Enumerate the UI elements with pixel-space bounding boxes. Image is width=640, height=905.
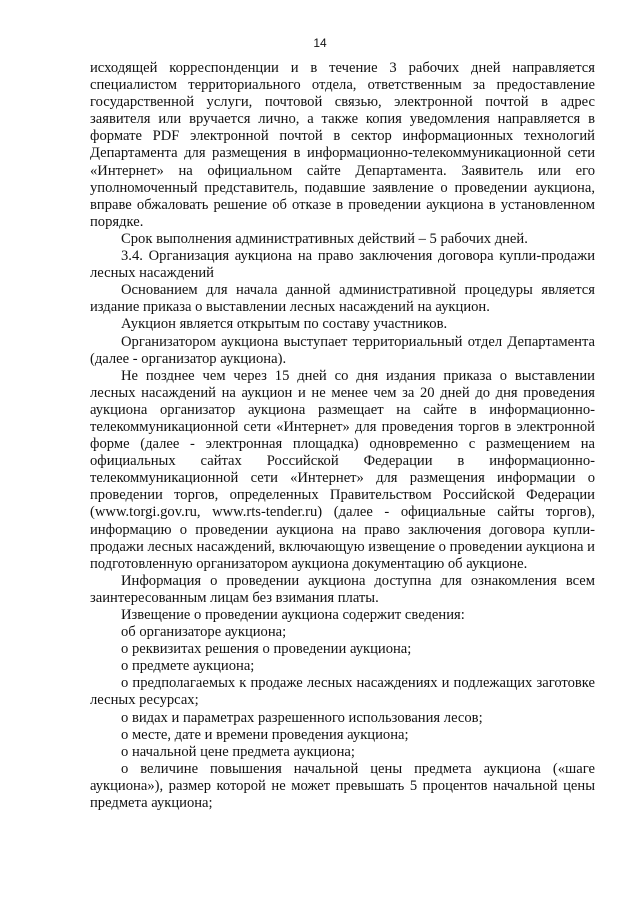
paragraph-basis: Основанием для начала данной административной процедуры является издание приказа о выставлении лесных насаждений на аукцион. xyxy=(90,282,595,316)
list-item-organizer: об организаторе аукциона; xyxy=(121,624,287,641)
list-item-initial-price: о начальной цене предмета аукциона; xyxy=(121,743,355,760)
paragraph-continuation: исходящей корреспонденции и в течение 3 рабочих дней направляется специалистом территориального отдела, ответственным за предоставление государственной услуги, почтовой связью, электронной почтой в адрес заявителя или вручается лично, а также копия уведомления направляется в формате PDF электронной почтой в сектор информационных технологий Департамента для размещения в информационно-телекоммуникационной сети «Интернет» на официальном сайте Департамента. Заявитель или его уполномоченный представитель, подавшие заявление о проведении аукциона, вправе обжаловать решение об отказе в проведении аукциона в установленном порядке. xyxy=(90,60,595,230)
list-item-auction-step: о величине повышения начальной цены предмета аукциона («шаге аукциона»), размер которой не может превышать 5 процентов начальной цены предмета аукциона; xyxy=(90,760,595,812)
paragraph-deadline: Срок выполнения административных действий – 5 рабочих дней. xyxy=(121,230,528,247)
paragraph-notice-contents: Извещение о проведении аукциона содержит сведения: xyxy=(121,607,465,623)
list-item-forest-use: о видах и параметрах разрешенного использования лесов; xyxy=(121,709,483,726)
list-item-subject: о предмете аукциона; xyxy=(121,658,255,675)
paragraph-organizer: Организатором аукциона выступает территориальный отдел Департамента (далее - организатор аукциона). xyxy=(90,333,595,367)
paragraph-open-auction: Аукцион является открытым по составу участников. xyxy=(121,316,448,333)
list-item-place-date-time: о месте, дате и времени проведения аукциона; xyxy=(121,726,409,743)
list-item-decision-details: о реквизитах решения о проведении аукциона; xyxy=(121,641,412,658)
document-body xyxy=(90,60,595,812)
paragraph-publication: Не позднее чем через 15 дней со дня издания приказа о выставлении лесных насаждений на аукцион и не менее чем за 20 дней до дня проведения аукциона организатор аукциона размещает на сайте в информационно-телекоммуникационной сети «Интернет» для проведения торгов в электронной форме (далее - электронная площадка) одновременно с размещением на официальных сайтах Российской Федерации в информационно-телекоммуникационной сети «Интернет» для размещения информации о проведении торгов, определенных Правительством Российской Федерации (www.torgi.gov.ru, www.rts-tender.ru) (далее - официальные сайты торгов), информацию о проведении аукциона на право заключения договора купли-продажи лесных насаждений, включающую извещение о проведении аукциона и подготовленную организатором аукциона документацию об аукционе. xyxy=(90,367,595,572)
page-number: 14 xyxy=(313,36,327,50)
paragraph-free-access: Информация о проведении аукциона доступна для ознакомления всем заинтересованным лицам без взимания платы. xyxy=(90,572,595,606)
section-heading-3-4: 3.4. Организация аукциона на право заключения договора купли-продажи лесных насаждений xyxy=(90,248,595,282)
list-item-forest-stands: о предполагаемых к продаже лесных насаждениях и подлежащих заготовке лесных ресурсах; xyxy=(90,675,595,709)
